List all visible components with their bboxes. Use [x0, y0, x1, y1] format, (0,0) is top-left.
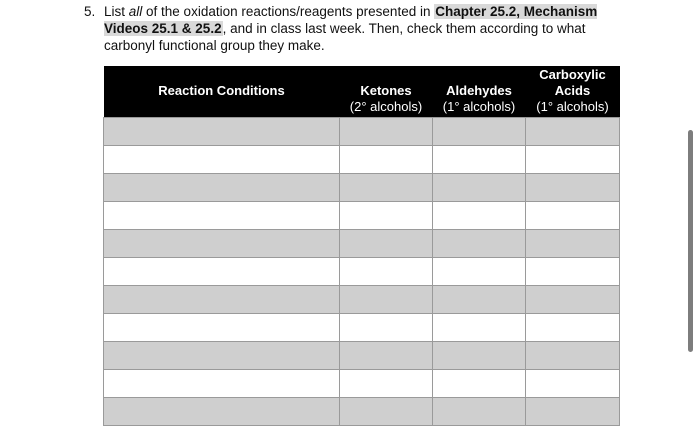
reaction-conditions-cell[interactable] [104, 369, 340, 397]
question-text-part: , and in class last week. Then, check them according to what carbonyl functional group they make. [104, 21, 586, 53]
table-row [104, 313, 620, 341]
ketones-check-cell[interactable] [340, 369, 433, 397]
highlighted-reference: Chapter 25.2, Mechanism Videos 25.1 & 25.2 [104, 4, 598, 36]
ketones-check-cell[interactable] [340, 397, 433, 425]
ketones-check-cell[interactable] [340, 257, 433, 285]
reaction-conditions-cell[interactable] [104, 229, 340, 257]
table-row [104, 397, 620, 425]
table-row [104, 117, 620, 145]
aldehydes-check-cell[interactable] [433, 313, 526, 341]
table-body [104, 117, 620, 425]
aldehydes-check-cell[interactable] [433, 397, 526, 425]
column-header-reaction-conditions [104, 66, 340, 117]
reaction-conditions-cell[interactable] [104, 201, 340, 229]
carboxylic-acids-check-cell[interactable] [526, 285, 620, 313]
aldehydes-check-cell[interactable] [433, 229, 526, 257]
column-subtitle: (1° alcohols) [442, 98, 516, 114]
ketones-check-cell[interactable] [340, 229, 433, 257]
vertical-scrollbar[interactable] [688, 130, 693, 352]
question-text [104, 3, 624, 54]
aldehydes-check-cell[interactable] [433, 369, 526, 397]
table-row [104, 173, 620, 201]
ketones-check-cell[interactable] [340, 285, 433, 313]
carboxylic-acids-check-cell[interactable] [526, 313, 620, 341]
aldehydes-check-cell[interactable] [433, 341, 526, 369]
carboxylic-acids-check-cell[interactable] [526, 369, 620, 397]
column-title: Aldehydes [446, 82, 512, 98]
ketones-check-cell[interactable] [340, 201, 433, 229]
aldehydes-check-cell[interactable] [433, 173, 526, 201]
question-number: 5. [84, 4, 96, 19]
column-subtitle: (2° alcohols) [349, 98, 423, 114]
reaction-conditions-cell[interactable] [104, 313, 340, 341]
oxidation-reactions-table [103, 66, 620, 426]
carboxylic-acids-check-cell[interactable] [526, 397, 620, 425]
table-row [104, 369, 620, 397]
aldehydes-check-cell[interactable] [433, 145, 526, 173]
reaction-conditions-cell[interactable] [104, 117, 340, 145]
ketones-check-cell[interactable] [340, 117, 433, 145]
aldehydes-check-cell[interactable] [433, 257, 526, 285]
ketones-check-cell[interactable] [340, 173, 433, 201]
carboxylic-acids-check-cell[interactable] [526, 201, 620, 229]
reaction-conditions-cell[interactable] [104, 285, 340, 313]
ketones-check-cell[interactable] [340, 313, 433, 341]
column-title: Carboxylic [539, 66, 606, 82]
carboxylic-acids-check-cell[interactable] [526, 257, 620, 285]
column-header-aldehydes [433, 66, 526, 117]
table-row [104, 285, 620, 313]
table-row [104, 145, 620, 173]
question-text-part: List [104, 4, 129, 19]
table-row [104, 229, 620, 257]
emphasis-all: all [128, 4, 143, 19]
reaction-conditions-cell[interactable] [104, 397, 340, 425]
question-text-part: of the oxidation reactions/reagents presented in [142, 4, 435, 19]
table-header-row [104, 66, 620, 117]
ketones-check-cell[interactable] [340, 145, 433, 173]
aldehydes-check-cell[interactable] [433, 285, 526, 313]
table-row [104, 201, 620, 229]
table-row [104, 257, 620, 285]
column-title-line-2: Acids [554, 82, 591, 98]
reaction-conditions-cell[interactable] [104, 341, 340, 369]
column-title: Ketones [360, 82, 412, 98]
column-header-carboxylic-acids [526, 66, 620, 117]
carboxylic-acids-check-cell[interactable] [526, 173, 620, 201]
question-5 [84, 3, 624, 54]
carboxylic-acids-check-cell[interactable] [526, 341, 620, 369]
table-row [104, 341, 620, 369]
column-title: Reaction Conditions [158, 83, 285, 99]
column-header-ketones [340, 66, 433, 117]
reaction-conditions-cell[interactable] [104, 257, 340, 285]
aldehydes-check-cell[interactable] [433, 117, 526, 145]
ketones-check-cell[interactable] [340, 341, 433, 369]
reaction-conditions-cell[interactable] [104, 173, 340, 201]
carboxylic-acids-check-cell[interactable] [526, 117, 620, 145]
aldehydes-check-cell[interactable] [433, 201, 526, 229]
carboxylic-acids-check-cell[interactable] [526, 229, 620, 257]
reaction-conditions-cell[interactable] [104, 145, 340, 173]
carboxylic-acids-check-cell[interactable] [526, 145, 620, 173]
column-subtitle: (1° alcohols) [536, 98, 609, 114]
